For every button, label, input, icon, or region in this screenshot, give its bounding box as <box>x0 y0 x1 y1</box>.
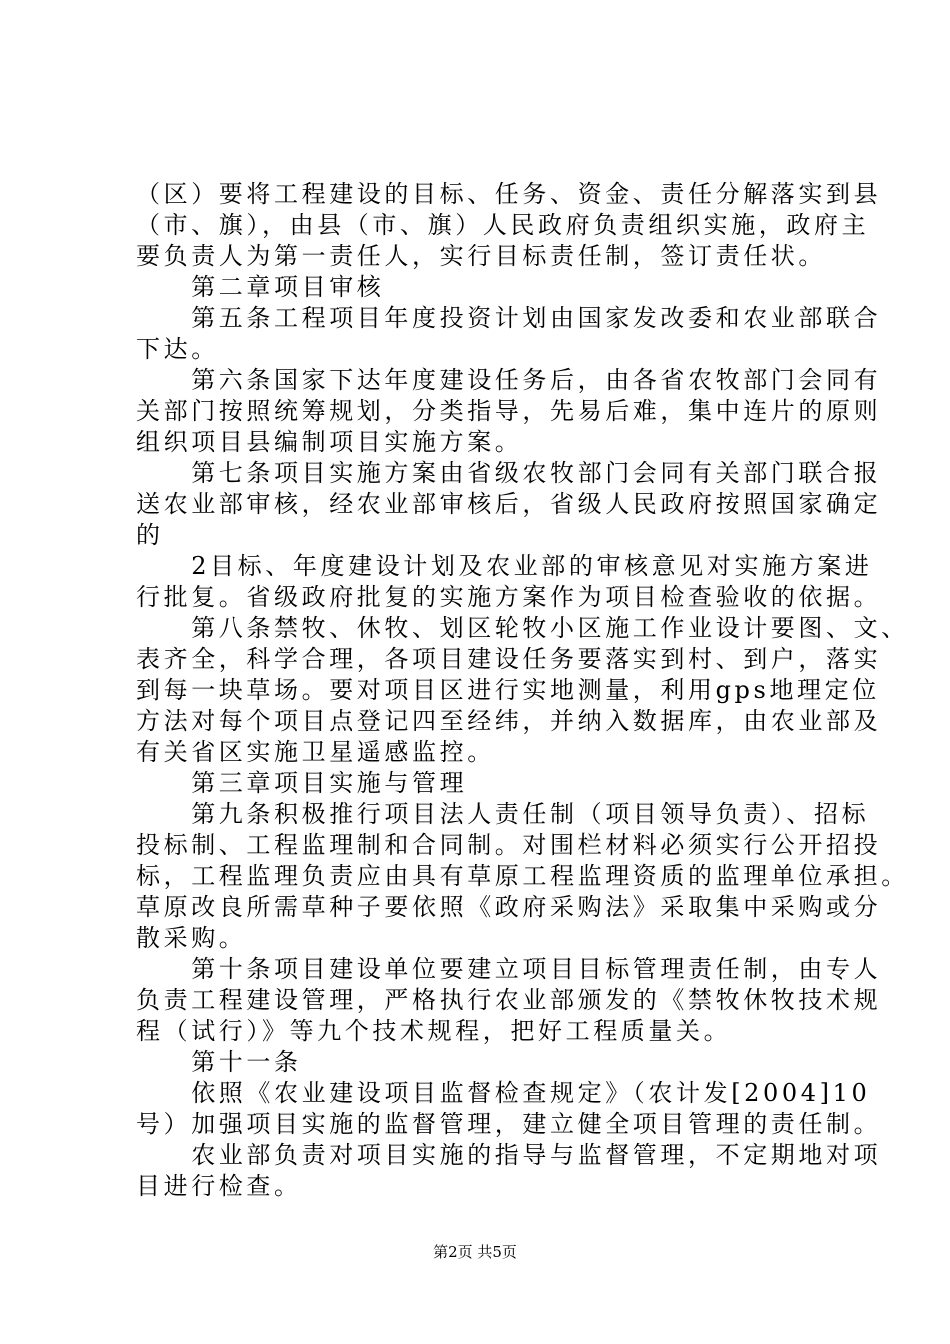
text-line: 程（试行）》等九个技术规程，把好工程质量关。 <box>136 1017 732 1045</box>
text-line: 行批复。省级政府批复的实施方案作为项目检查验收的依据。 <box>136 583 882 611</box>
chapter-heading: 第三章项目实施与管理 <box>136 769 468 797</box>
text-line: 有关省区实施卫星遥感监控。 <box>136 738 495 766</box>
text-line: 投标制、工程监理制和合同制。对围栏材料必须实行公开招投 <box>136 831 882 859</box>
text-line: 散采购。 <box>136 924 247 952</box>
article-heading: 第十一条 <box>136 1048 302 1076</box>
text-line: 标，工程监理负责应由具有草原工程监理资质的监理单位承担。 <box>136 862 909 890</box>
text-line: 送农业部审核，经农业部审核后，省级人民政府按照国家确定 <box>136 490 882 518</box>
text-line: 2目标、年度建设计划及农业部的审核意见对实施方案进 <box>136 552 873 580</box>
text-line: 负责工程建设管理，严格执行农业部颁发的《禁牧休牧技术规 <box>136 986 882 1014</box>
text-line: 第七条项目实施方案由省级农牧部门会同有关部门联合报 <box>136 459 882 487</box>
text-line: 第五条工程项目年度投资计划由国家发改委和农业部联合 <box>136 304 882 332</box>
text-line: 关部门按照统筹规划，分类指导，先易后难，集中连片的原则 <box>136 397 882 425</box>
chapter-heading: 第二章项目审核 <box>136 273 385 301</box>
text-line: 第九条积极推行项目法人责任制（项目领导负责）、招标 <box>136 800 870 828</box>
text-line: 方法对每个项目点登记四至经纬，并纳入数据库，由农业部及 <box>136 707 882 735</box>
text-line: 目进行检查。 <box>136 1172 302 1200</box>
page-number-footer: 第2页 共5页 <box>433 1243 517 1261</box>
text-line: 到每一块草场。要对项目区进行实地测量，利用gps地理定位 <box>136 676 880 704</box>
text-line: 号）加强项目实施的监督管理，建立健全项目管理的责任制。 <box>136 1110 882 1138</box>
text-line: 草原改良所需草种子要依照《政府采购法》采取集中采购或分 <box>136 893 882 921</box>
text-line: 农业部负责对项目实施的指导与监督管理，不定期地对项 <box>136 1141 882 1169</box>
text-line: 依照《农业建设项目监督检查规定》（农计发[2004]10 <box>136 1079 871 1107</box>
text-line: 表齐全，科学合理，各项目建设任务要落实到村、到户，落实 <box>136 645 882 673</box>
text-line: 第八条禁牧、休牧、划区轮牧小区施工作业设计要图、文、 <box>136 614 909 642</box>
text-line: 第六条国家下达年度建设任务后，由各省农牧部门会同有 <box>136 366 882 394</box>
text-line: 第十条项目建设单位要建立项目目标管理责任制，由专人 <box>136 955 882 983</box>
text-line: 组织项目县编制项目实施方案。 <box>136 428 523 456</box>
text-line: （区）要将工程建设的目标、任务、资金、责任分解落实到县 <box>136 180 882 208</box>
text-line: 下达。 <box>136 335 219 363</box>
text-line: （市、旗），由县（市、旗）人民政府负责组织实施，政府主 <box>136 211 870 239</box>
text-line: 要负责人为第一责任人，实行目标责任制，签订责任状。 <box>136 242 826 270</box>
text-line: 的 <box>136 521 164 549</box>
